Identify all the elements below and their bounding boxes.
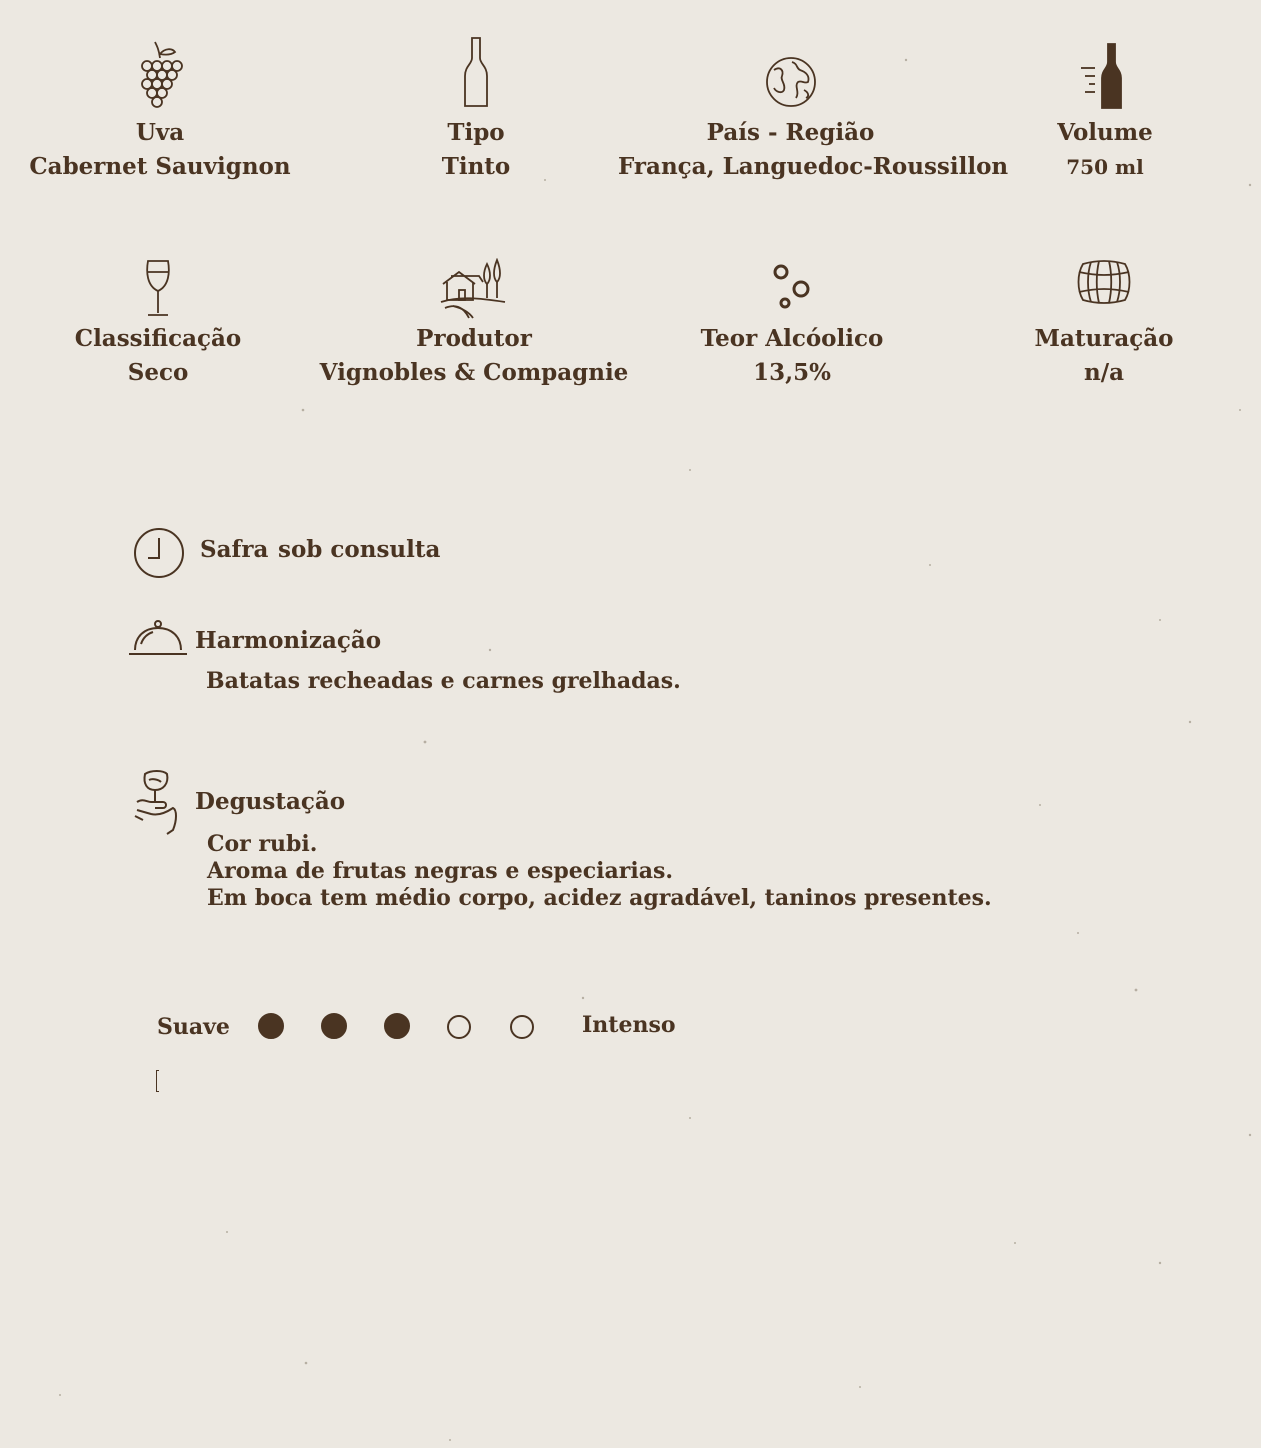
spec-label: Uva xyxy=(135,119,185,146)
spec-value: 13,5% xyxy=(753,359,831,386)
harmonizacao-text: Batatas recheadas e carnes grelhadas. xyxy=(206,668,681,694)
spec-value: Vignobles & Compagnie xyxy=(319,359,629,386)
safra-label: Safra xyxy=(200,536,269,563)
spec-classification xyxy=(0,258,328,390)
spec-label: Produtor xyxy=(416,325,532,352)
spec-label: Classificação xyxy=(74,325,242,352)
intensity-dot-1 xyxy=(258,1013,284,1039)
spec-alcohol xyxy=(622,258,962,390)
intensity-dot-5 xyxy=(510,1015,534,1039)
cursor-mark xyxy=(156,1070,159,1092)
degustacao-line-3: Em boca tem médio corpo, acidez agradável, taninos presentes. xyxy=(207,885,992,911)
globe-icon xyxy=(618,40,963,114)
barrel-icon xyxy=(934,258,1261,320)
clock-icon xyxy=(132,526,186,580)
intensity-dot-3 xyxy=(384,1013,410,1039)
degustacao-line-2: Aroma de frutas negras e especiarias. xyxy=(207,858,674,884)
intensity-dot-2 xyxy=(321,1013,347,1039)
spec-label: Tipo xyxy=(447,119,505,146)
harmonizacao-title: Harmonização xyxy=(195,627,382,654)
spec-value: Seco xyxy=(127,359,189,386)
spec-value: Tinto xyxy=(441,153,511,180)
bottle-outline-icon xyxy=(306,36,646,114)
degustacao-line-1: Cor rubi. xyxy=(207,831,318,857)
intensity-dot-4 xyxy=(447,1015,471,1039)
safra-value: sob consulta xyxy=(278,536,441,563)
spec-value: 750 ml xyxy=(1066,155,1144,179)
spec-label: Maturação xyxy=(1034,325,1174,352)
winery-icon xyxy=(304,258,644,320)
spec-type xyxy=(306,36,646,184)
spec-volume xyxy=(935,40,1261,184)
spec-grape xyxy=(0,40,330,184)
spec-value: n/a xyxy=(1083,359,1125,386)
spec-label: Volume xyxy=(1057,119,1153,146)
wine-glass-icon xyxy=(0,258,328,320)
tasting-hand-icon xyxy=(133,768,183,836)
bottle-filled-icon xyxy=(935,40,1261,114)
spec-label: Teor Alcóolico xyxy=(700,325,884,352)
bubbles-icon xyxy=(622,258,962,320)
intensity-left-label: Suave xyxy=(157,1014,230,1040)
spec-region xyxy=(618,40,1009,184)
spec-value: França, Languedoc-Roussillon xyxy=(618,153,1009,180)
grape-icon xyxy=(0,40,330,114)
spec-maturation xyxy=(934,258,1261,390)
spec-producer xyxy=(304,258,644,390)
spec-value: Cabernet Sauvignon xyxy=(29,153,291,180)
degustacao-title: Degustação xyxy=(195,788,346,815)
spec-label: País - Região xyxy=(706,119,875,146)
intensity-right-label: Intenso xyxy=(582,1012,676,1038)
cloche-icon xyxy=(127,618,189,658)
